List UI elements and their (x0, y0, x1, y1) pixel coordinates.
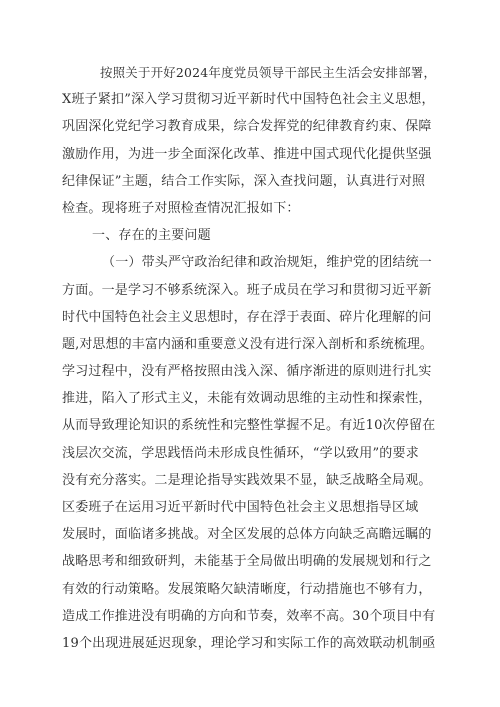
paragraph-line: 推进，陷入了形式主义，未能有效调动思维的主动性和探索性， (62, 391, 432, 407)
paragraph-line: 题,对思想的丰富内涵和重要意义没有进行深入剖析和系统梳理。 (62, 336, 434, 352)
paragraph-line: 发展时，面临诸多挑战。对全区发展的总体方向缺乏高瞻远瞩的 (62, 527, 432, 543)
document-body (62, 59, 438, 657)
paragraph-line: X班子紧扣”深入学习贯彻习近平新时代中国特色社会主义思想， (62, 92, 435, 108)
paragraph-line: 方面。一是学习不够系统深入。班子成员在学习和贯彻习近平新 (62, 282, 432, 298)
paragraph-line: 从而导致理论知识的系统性和完整性掌握不足。有近10次停留在 (62, 418, 436, 434)
subsection-heading-line: （一）带头严守政治纪律和政治规矩，维护党的团结统一 (102, 255, 433, 271)
paragraph-line: 激励作用，为进一步全面深化改革、推进中国式现代化提供坚强 (62, 146, 432, 162)
paragraph-line: 学习过程中，没有严格按照由浅入深、循序渐进的原则进行扎实 (62, 364, 432, 380)
paragraph-line: 战略思考和细致研判，未能基于全局做出明确的发展规划和行之 (62, 554, 432, 570)
paragraph-line: 造成工作推进没有明确的方向和节奏，效率不高。30个项目中有 (62, 608, 436, 624)
paragraph-line: 检查。现将班子对照检查情况汇报如下： (62, 200, 300, 216)
paragraph-line: 时代中国特色社会主义思想时，存在浮于表面、碎片化理解的问 (62, 309, 432, 325)
paragraph-line: 纪律保证”主题，结合工作实际，深入查找问题，认真进行对照 (62, 173, 426, 189)
paragraph-line: 巩固深化党纪学习教育成果，综合发挥党的纪律教育约束、保障 (62, 119, 432, 135)
paragraph-line: 浅层次交流，学思践悟尚未形成良性循环，“学以致用”的要求 (62, 445, 419, 461)
section-heading: 一、存在的主要问题 (92, 228, 211, 244)
paragraph-line: 按照关于开好2024年度党员领导干部民主生活会安排部署， (100, 65, 437, 80)
paragraph-line: 区委班子在运用习近平新时代中国特色社会主义思想指导区域 (62, 500, 419, 515)
paragraph-line: 有效的行动策略。发展策略欠缺清晰度，行动措施也不够有力， (62, 581, 432, 597)
paragraph-line: 19个出现进展延迟现象，理论学习和实际工作的高效联动机制亟 (62, 635, 436, 651)
paragraph-line: 没有充分落实。二是理论指导实践效果不显，缺乏战略全局观。 (62, 472, 432, 488)
